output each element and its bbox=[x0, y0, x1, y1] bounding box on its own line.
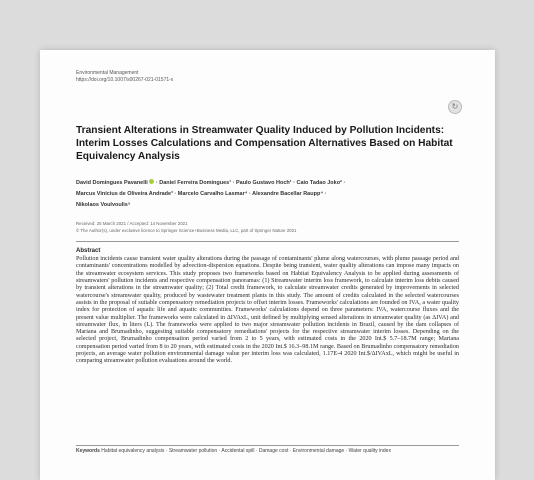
divider bbox=[76, 445, 459, 446]
author-name[interactable]: Caio Tadao Joko² bbox=[296, 180, 342, 186]
copyright-line: © The Author(s), under exclusive licence to Springer Science+Business Media, LLC, part of Springer Nature 2021 bbox=[76, 227, 297, 233]
publication-info bbox=[76, 221, 466, 234]
divider bbox=[76, 241, 459, 242]
abstract-text: Pollution incidents cause transient water quality alterations during the passage of contaminants' plume along watercourses, with plume passage period and contaminants' concentrations modelled by advection-dispersion equations. Despite being transient, water quality alterations can impose many impacts on the streamwater ecosystem services. This study proposes two frameworks based on Habitat Equivalency Analysis to be applied during assessments of streamwaters' pollution incidents and respective compensation panoramas: (1) Streamwater interim loss framework, to calculate interim loss debits caused by transient alterations in the streamwater quality; (2) Total credit framework, to calculate streamwater credits generated by improvements in selected watercourse's streamwater quality, produced by wastewater treatment plants in this study. The amount of credits calculated in the selected watercourses assists in the proposal of suitable compensatory remediation projects to offset interim losses. Frameworks' calculations are founded on IVA, a water quality index for protection of aquatic life and aquatic communities. Frameworks' calculations depend on three parameters: IVA, watercourse fluxes and the present value multiplier. The frameworks were calculated in ΔIVAxL, unit defined by multiplying sensed alterations in streamwater quality (as ΔIVA) and streamwater flux, in liters (L). The frameworks were applied to two major streamwater pollution incidents in Brazil, caused by the dam collapses of Mariana and Brumadinho, suggesting suitable compensatory remediations' projects for the respective streamwater interim losses. Depending on the selected project, Brumadinho compensation period varied from 2 to 5 years, with estimated costs in the 2020 Int.$ 5.7–18.7M range; Mariana compensation period varied from 8 to 20 years, with estimated costs in the 2020 Int.$ 16.3–98.1M range. Based on Brumadinho compensatory remediation projects, an average water pollution environmental damage value per interim loss was calculated, 1.17E-4 2020 Int.$/ΔIVAxL, which might be useful in comparing streamwater pollution evaluations around the world. bbox=[76, 256, 459, 365]
journal-name: Environmental Management bbox=[76, 70, 139, 76]
author-name[interactable]: Nikolaos Voulvoulis⁵ bbox=[76, 202, 131, 208]
keywords-label: Keywords bbox=[76, 448, 100, 454]
author-list: David Domingues Pavanelli · Daniel Ferreira Domingues¹ · Paulo Gustavo Hoch¹ · Caio Tadao Joko² · Marcus Vinícius de Oliveira Andrade³ · Marcelo Carvalho Lasmar⁴ · Alexandre Bacellar Raupp⁴ · Nikolaos Voulvoulis⁵ bbox=[76, 180, 346, 208]
author-name[interactable]: David Domingues Pavanelli bbox=[76, 180, 148, 186]
author-name[interactable]: Marcus Vinícius de Oliveira Andrade³ bbox=[76, 191, 173, 197]
author-name[interactable]: Paulo Gustavo Hoch¹ bbox=[235, 180, 292, 186]
author-name[interactable]: Alexandre Bacellar Raupp⁴ bbox=[252, 191, 324, 197]
orcid-icon[interactable] bbox=[149, 179, 154, 184]
author-name[interactable]: Daniel Ferreira Domingues¹ bbox=[159, 180, 232, 186]
keywords bbox=[76, 448, 459, 456]
received-accepted-dates: Received: 25 March 2021 / Accepted: 14 November 2021 bbox=[76, 221, 188, 226]
paper-page bbox=[40, 50, 495, 480]
keywords-list: Habitat equivalency analysis · Streamwater pollution · Accidental spill · Damage cost · Environmental damage · Water quality index bbox=[101, 448, 391, 454]
doi-link[interactable]: https://doi.org/10.1007/s00267-021-01571-x bbox=[76, 77, 174, 83]
journal-header bbox=[76, 70, 173, 84]
crossmark-icon[interactable]: ↻ bbox=[448, 100, 462, 114]
author-name[interactable]: Marcelo Carvalho Lasmar⁴ bbox=[177, 191, 248, 197]
abstract-heading: Abstract bbox=[76, 248, 101, 254]
article-title: Transient Alterations in Streamwater Quality Induced by Pollution Incidents: Interim Losses Calculations and Compensation Alternatives Based on Habitat Equivalency Analysis bbox=[76, 125, 453, 163]
